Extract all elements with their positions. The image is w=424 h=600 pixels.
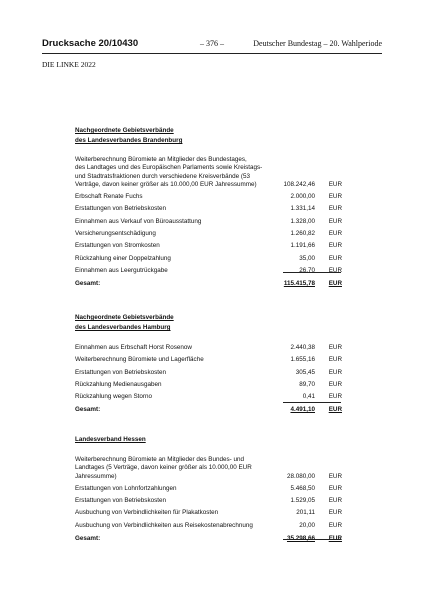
page-number: – 376 – xyxy=(200,39,224,48)
table-row: Weiterberechnung Büromiete und Lagerfläche 1.655,16 EUR xyxy=(75,356,342,364)
section-hessen xyxy=(75,435,347,543)
section-brandenburg xyxy=(75,126,347,289)
table-row: Rückzahlung Medienausgaben 89,70 EUR xyxy=(75,380,342,388)
table-row: Erstattungen von Betriebskosten 305,45 EUR xyxy=(75,368,342,376)
table-row: Erbschaft Renate Fuchs 2.000,00 EUR xyxy=(75,193,342,201)
total-row: Gesamt: 115.415,78 EUR xyxy=(75,280,342,288)
publisher-label: Deutscher Bundestag – 20. Wahlperiode xyxy=(253,39,382,48)
section-hamburg xyxy=(75,313,347,415)
sum-rule xyxy=(283,272,341,273)
sum-rule xyxy=(283,402,341,403)
table-row: Erstattungen von Betriebskosten 1.529,05 EUR xyxy=(75,497,342,505)
table-row: Einnahmen aus Erbschaft Horst Rosenow 2.440,38 EUR xyxy=(75,344,342,351)
table-row: Erstattungen von Lohnfortzahlungen 5.468,50 EUR xyxy=(75,484,342,492)
table-row: Erstattungen von Betriebskosten 1.331,14 EUR xyxy=(75,205,342,213)
table-row: Weiterberechnung Büromiete an Mitglieder des Bundestages, des Landtages und des Europäischen Parlaments sowie Kreistags- und Stadtratsfraktionen durch verschiedene Kreisverbände (53 Verträge, davon keiner größer als 10.000,00 EUR Jahressumme) 108.242,46 EUR xyxy=(75,156,342,188)
total-row: Gesamt: 35.298,66 EUR xyxy=(75,535,342,543)
table-row: Weiterberechnung Büromiete an Mitglieder des Bundes- und Landtages (5 Verträge, davon keiner größer als 10.000,00 EUR Jahressumme) 28.080,00 EUR xyxy=(75,456,342,480)
total-row: Gesamt: 4.491,10 EUR xyxy=(75,406,342,414)
table-row: Versicherungsentschädigung 1.260,82 EUR xyxy=(75,230,342,238)
section-title: Landesverband Hessen xyxy=(75,436,146,443)
section-title: Nachgeordnete Gebietsverbände des Landesverbandes Hamburg xyxy=(75,314,174,331)
section-title: Nachgeordnete Gebietsverbände des Landesverbandes Brandenburg xyxy=(75,127,183,144)
table-row: Einnahmen aus Leergutrückgabe 26,70 EUR xyxy=(75,266,342,274)
document-number: Drucksache 20/10430 xyxy=(42,38,139,49)
table-row: Erstattungen von Stromkosten 1.191,66 EUR xyxy=(75,242,342,250)
table-row: Rückzahlung wegen Storno 0,41 EUR xyxy=(75,393,342,401)
party-label: DIE LINKE 2022 xyxy=(42,60,96,69)
table-row: Rückzahlung einer Doppelzahlung 35,00 EUR xyxy=(75,254,342,262)
table-row: Einnahmen aus Verkauf von Büroausstattung 1.328,00 EUR xyxy=(75,217,342,225)
table-row: Ausbuchung von Verbindlichkeiten für Plakatkosten 201,11 EUR xyxy=(75,509,342,517)
sum-rule xyxy=(283,539,341,540)
table-row: Ausbuchung von Verbindlichkeiten aus Reisekostenabrechnung 20,00 EUR xyxy=(75,521,342,529)
header-divider xyxy=(42,53,382,54)
page-header xyxy=(42,38,382,52)
